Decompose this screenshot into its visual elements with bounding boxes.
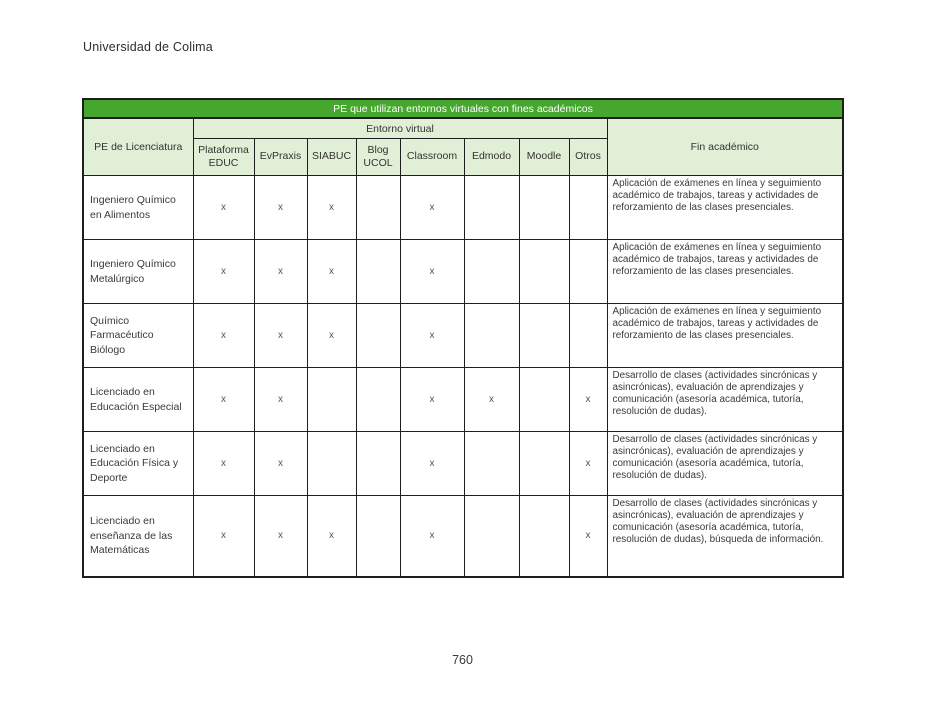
env-mark-cell bbox=[519, 304, 569, 368]
env-mark-cell bbox=[307, 432, 356, 496]
env-mark-cell: x bbox=[307, 496, 356, 577]
env-mark-cell: x bbox=[569, 432, 607, 496]
table-title-row bbox=[83, 99, 843, 118]
fin-academico-text: Aplicación de exámenes en línea y seguimiento académico de trabajos, tareas y actividades de reforzamiento de las clases presenciales. bbox=[607, 304, 843, 368]
fin-academico-text: Aplicación de exámenes en línea y seguimiento académico de trabajos, tareas y actividades de reforzamiento de las clases presenciales. bbox=[607, 176, 843, 240]
env-mark-cell: x bbox=[193, 432, 254, 496]
env-mark-cell bbox=[464, 432, 519, 496]
column-header-moodle: Moodle bbox=[519, 139, 569, 176]
env-mark-cell: x bbox=[254, 304, 307, 368]
program-name: Ingeniero Químico en Alimentos bbox=[83, 176, 193, 240]
column-header-plataforma-educ: Plataforma EDUC bbox=[193, 139, 254, 176]
env-mark-cell bbox=[356, 496, 400, 577]
env-mark-cell: x bbox=[254, 176, 307, 240]
env-mark-cell bbox=[519, 432, 569, 496]
program-name: Ingeniero Químico Metalúrgico bbox=[83, 240, 193, 304]
env-mark-cell bbox=[519, 368, 569, 432]
column-header-blog-ucol: Blog UCOL bbox=[356, 139, 400, 176]
column-header-otros: Otros bbox=[569, 139, 607, 176]
env-mark-cell: x bbox=[193, 304, 254, 368]
fin-academico-text: Desarrollo de clases (actividades sincrónicas y asincrónicas), evaluación de aprendizajes y comunicación (asesoría académica, tutoría, resolución de dudas). bbox=[607, 432, 843, 496]
env-mark-cell: x bbox=[254, 496, 307, 577]
page-number: 760 bbox=[452, 653, 473, 667]
table-row bbox=[83, 432, 843, 496]
env-mark-cell bbox=[464, 496, 519, 577]
env-mark-cell: x bbox=[307, 240, 356, 304]
env-mark-cell: x bbox=[307, 304, 356, 368]
table-title: PE que utilizan entornos virtuales con fines académicos bbox=[83, 99, 843, 118]
fin-academico-text: Desarrollo de clases (actividades sincrónicas y asincrónicas), evaluación de aprendizajes y comunicación (asesoría académica, tutoría, resolución de dudas). bbox=[607, 368, 843, 432]
env-mark-cell: x bbox=[254, 240, 307, 304]
program-name: Químico Farmacéutico Biólogo bbox=[83, 304, 193, 368]
env-mark-cell bbox=[569, 304, 607, 368]
env-mark-cell bbox=[356, 432, 400, 496]
env-mark-cell: x bbox=[400, 240, 464, 304]
table-subheader-row bbox=[83, 118, 843, 139]
pe-entornos-virtuales-table bbox=[82, 98, 844, 578]
env-mark-cell: x bbox=[193, 368, 254, 432]
env-mark-cell: x bbox=[254, 432, 307, 496]
env-mark-cell: x bbox=[400, 176, 464, 240]
env-mark-cell bbox=[356, 240, 400, 304]
table-row bbox=[83, 240, 843, 304]
env-mark-cell: x bbox=[400, 496, 464, 577]
env-mark-cell: x bbox=[400, 368, 464, 432]
env-mark-cell: x bbox=[464, 368, 519, 432]
column-group-entorno-virtual: Entorno virtual bbox=[193, 118, 607, 139]
env-mark-cell bbox=[356, 368, 400, 432]
env-mark-cell: x bbox=[193, 240, 254, 304]
document-header: Universidad de Colima bbox=[83, 40, 213, 54]
env-mark-cell bbox=[569, 176, 607, 240]
env-mark-cell: x bbox=[400, 432, 464, 496]
table-row bbox=[83, 304, 843, 368]
program-name: Licenciado en Educación Física y Deporte bbox=[83, 432, 193, 496]
table-row bbox=[83, 368, 843, 432]
env-mark-cell bbox=[356, 304, 400, 368]
column-header-classroom: Classroom bbox=[400, 139, 464, 176]
env-mark-cell: x bbox=[254, 368, 307, 432]
env-mark-cell bbox=[569, 240, 607, 304]
program-name: Licenciado en enseñanza de las Matemáticas bbox=[83, 496, 193, 577]
column-header-evpraxis: EvPraxis bbox=[254, 139, 307, 176]
column-header-fin-academico: Fin académico bbox=[607, 118, 843, 176]
env-mark-cell bbox=[307, 368, 356, 432]
env-mark-cell bbox=[519, 240, 569, 304]
program-name: Licenciado en Educación Especial bbox=[83, 368, 193, 432]
env-mark-cell: x bbox=[307, 176, 356, 240]
table-row bbox=[83, 496, 843, 577]
env-mark-cell bbox=[519, 496, 569, 577]
env-mark-cell: x bbox=[193, 496, 254, 577]
env-mark-cell: x bbox=[569, 368, 607, 432]
column-header-pe-licenciatura: PE de Licenciatura bbox=[83, 118, 193, 176]
env-mark-cell bbox=[464, 304, 519, 368]
env-mark-cell bbox=[519, 176, 569, 240]
env-mark-cell bbox=[356, 176, 400, 240]
fin-academico-text: Desarrollo de clases (actividades sincrónicas y asincrónicas), evaluación de aprendizajes y comunicación (asesoría académica, tutoría, resolución de dudas), búsqueda de información. bbox=[607, 496, 843, 577]
column-header-edmodo: Edmodo bbox=[464, 139, 519, 176]
table-row bbox=[83, 176, 843, 240]
env-mark-cell bbox=[464, 240, 519, 304]
fin-academico-text: Aplicación de exámenes en línea y seguimiento académico de trabajos, tareas y actividades de reforzamiento de las clases presenciales. bbox=[607, 240, 843, 304]
env-mark-cell: x bbox=[400, 304, 464, 368]
column-header-siabuc: SIABUC bbox=[307, 139, 356, 176]
env-mark-cell: x bbox=[569, 496, 607, 577]
env-mark-cell bbox=[464, 176, 519, 240]
env-mark-cell: x bbox=[193, 176, 254, 240]
